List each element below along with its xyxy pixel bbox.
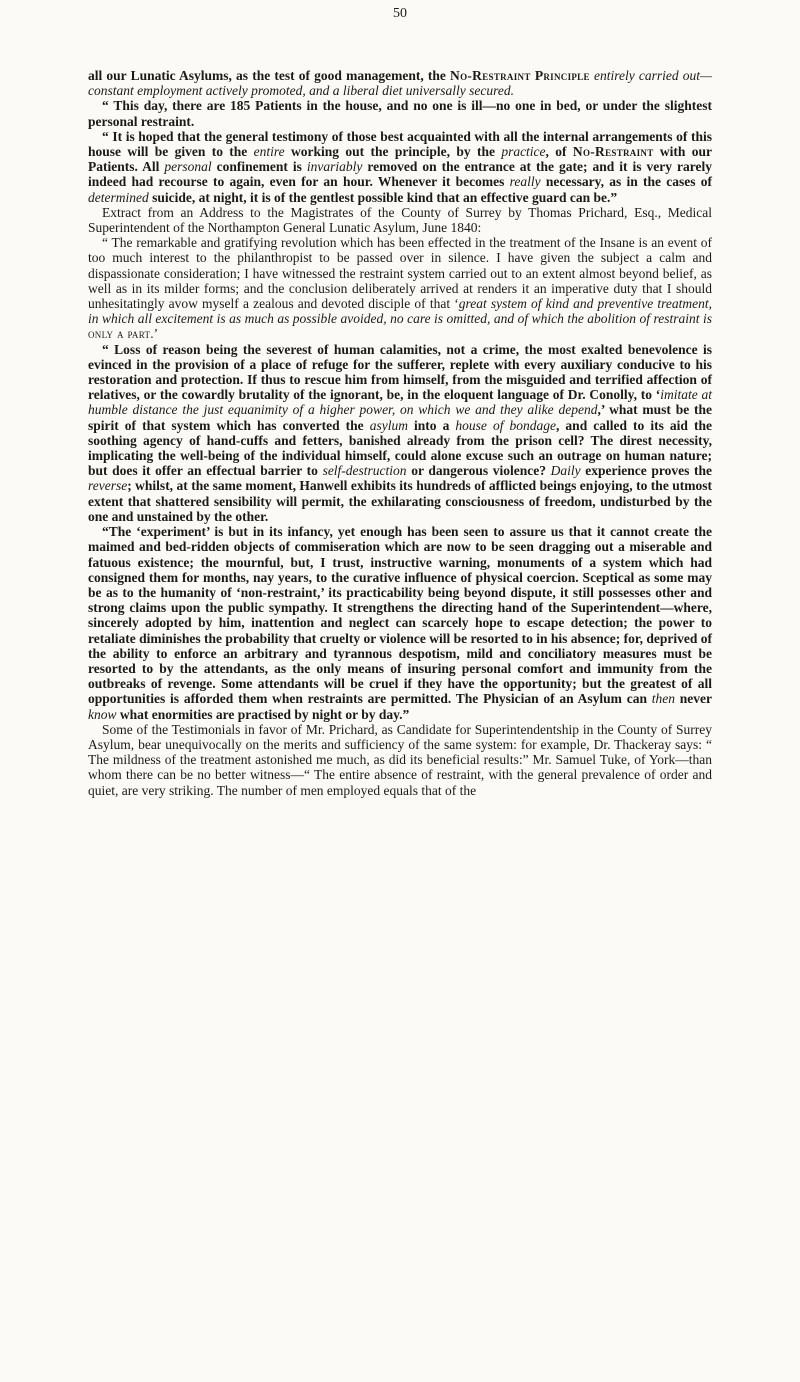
- text-run: then: [651, 691, 675, 707]
- text-run: Principle: [534, 68, 590, 83]
- text-run: ; whilst, at the same moment, Hanwell exhibits its hundreds of afflicted beings enjoying, to the utmost extent that shattered sensibility will permit, the exhilarating consciousness of freedom, undisturbed by the one and unstained by the other.: [88, 478, 712, 524]
- text-run: personal: [164, 159, 212, 175]
- text-run: great system of kind and preventive treatment, in which all excitement is as much as possible avoided, no care is omitted, and of which the abolition of restraint is: [88, 296, 712, 327]
- text-run: “ This day, there are 185 Patients in the house, and no one is ill—no one in bed, or under the slightest personal restraint.: [88, 98, 712, 129]
- paragraph: [88, 342, 712, 524]
- text-run: all our Lunatic Asylums, as the test of good management, the: [88, 68, 451, 83]
- text-run: reverse: [88, 478, 128, 494]
- text-run: with our Patients. All: [88, 144, 712, 175]
- text-run: No-Restraint: [572, 144, 654, 160]
- text-run: entire: [253, 144, 285, 160]
- text-run: Some of the Testimonials in favor of Mr. Prichard, as Candidate for Superintendentship in the County of Surrey Asylum, bear unequivocally on the merits and sufficiency of the same system: for example, Dr. Thackeray says: “ The mildness of the treatment astonished me much, as did its beneficial results:” Mr. Samuel Tuke, of York—than whom there can be no better witness—“ The entire absence of restraint, with the general prevalence of order and quiet, are very striking. The number of men employed equals that of the: [88, 721, 712, 798]
- text-run: what enormities are practised by night or by day.”: [116, 706, 410, 722]
- text-run: experience proves the: [580, 463, 713, 479]
- text-run: know: [88, 706, 117, 722]
- text-run: into a: [407, 417, 456, 433]
- text-run: .’: [150, 326, 159, 342]
- page-number: 50: [393, 6, 407, 21]
- paragraph: [88, 524, 712, 722]
- text-run: only a part: [88, 326, 151, 342]
- text-run: , and called to its aid the soothing agency of hand-cuffs and fetters, banished already from the prison cell? The direst necessity, implicating the well-being of the individual himself, could alone excuse such an outrage on human nature; but does it offer an effectual barrier to: [88, 417, 712, 479]
- paragraph: [88, 205, 712, 235]
- paragraph: [88, 98, 712, 128]
- text-run: necessary, as in the cases of: [540, 174, 712, 190]
- text-run: entirely carried out—constant employment actively promoted, and a liberal diet universally secured.: [88, 68, 713, 99]
- text-run: , of: [545, 144, 573, 160]
- text-run: suicide, at night, it is of the gentlest possible kind that an effective guard can be.”: [148, 189, 618, 205]
- text-run: Extract from an Address to the Magistrates of the County of Surrey by Thomas Prichard, Esq., Medical Superintendent of the Northampton General Lunatic Asylum, June 1840:: [88, 204, 712, 236]
- text-run: invariably: [306, 159, 363, 175]
- text-run: working out the principle, by the: [284, 144, 502, 160]
- paragraph: [88, 129, 712, 205]
- text-run: “ Loss of reason being the severest of human calamities, not a crime, the most exalted benevolence is evinced in the provision of a place of refuge for the sufferer, replete with every auxiliary conducive to his restoration and protection. If thus to rescue him from himself, from the misguided and terrified affection of relatives, or the cowardly brutality of the ignorant, be, in the eloquent language of Dr. Conolly, to ‘: [88, 341, 712, 403]
- text-run: “The ‘experiment’ is but in its infancy, yet enough has been seen to assure us that it cannot create the maimed and bed-ridden objects of commiseration which are now to be seen dragging out a miserable and fatuous existence; the mournful, but, I trust, instructive warning, monuments of a system which had consigned them for months, nay years, to the curative influence of physical coercion. Sceptical as some may be as to the humanity of ‘non-restraint,’ its practicability being beyond dispute, it still possesses other and strong claims upon the public sympathy. It strengthens the directing hand of the Superintendent—where, sincerely adopted by him, inattention and neglect can scarcely hope to escape detection; the power to retaliate diminishes the probability that cruelty or violence will be resorted to in his absence; for, deprived of the ability to enforce an arbitrary and tyrannous despotism, mild and conciliatory measures must be resorted to by the attendants, as the only means of insuring personal comfort and immunity from the outbreaks of revenge. Some attendants will be cruel if they have the opportunity; but the greatest of all opportunities is afforded them when restraints are permitted. The Physician of an Asylum can: [88, 524, 712, 707]
- text-run: asylum: [369, 417, 408, 433]
- text-run: really: [509, 174, 541, 190]
- text-run: confinement is: [211, 159, 307, 175]
- text-run: never: [674, 691, 712, 707]
- text-run: “ The remarkable and gratifying revolution which has been effected in the treatment of the Insane is an event of too much interest to the philanthropist to be passed over in silence. I have given the subject a calm and dispassionate consideration; I have witnessed the restraint system carried out to an extent almost beyond belief, as well as in its milder forms; and the conclusion deliberately arrived at renders it an imperative duty that I should unhesitatingly avow myself a zealous and devoted disciple of that ‘: [88, 235, 712, 312]
- text-run: imitate at humble distance the just equanimity of a higher power, on which we and they alike depend: [88, 387, 712, 418]
- text-run: determined: [88, 189, 149, 205]
- text-run: ,’ what must be the spirit of that system which has converted the: [88, 402, 712, 433]
- text-run: removed on the entrance at the gate; and it is very rarely indeed had recourse to again, even for an hour. Whenever it becomes: [88, 159, 712, 190]
- text-run: self-destruction: [322, 463, 407, 479]
- paragraph: [88, 722, 712, 798]
- page-body-text: [88, 68, 712, 798]
- text-run: practice: [501, 144, 546, 160]
- text-run: Daily: [550, 463, 581, 479]
- paragraph: [88, 235, 712, 341]
- text-run: house of bondage: [455, 417, 556, 433]
- text-run: or dangerous violence?: [406, 463, 551, 479]
- text-run: No-Restraint: [450, 68, 531, 83]
- paragraph: [88, 68, 712, 98]
- text-run: “ It is hoped that the general testimony of those best acquainted with all the internal arrangements of this house will be given to the: [88, 128, 712, 160]
